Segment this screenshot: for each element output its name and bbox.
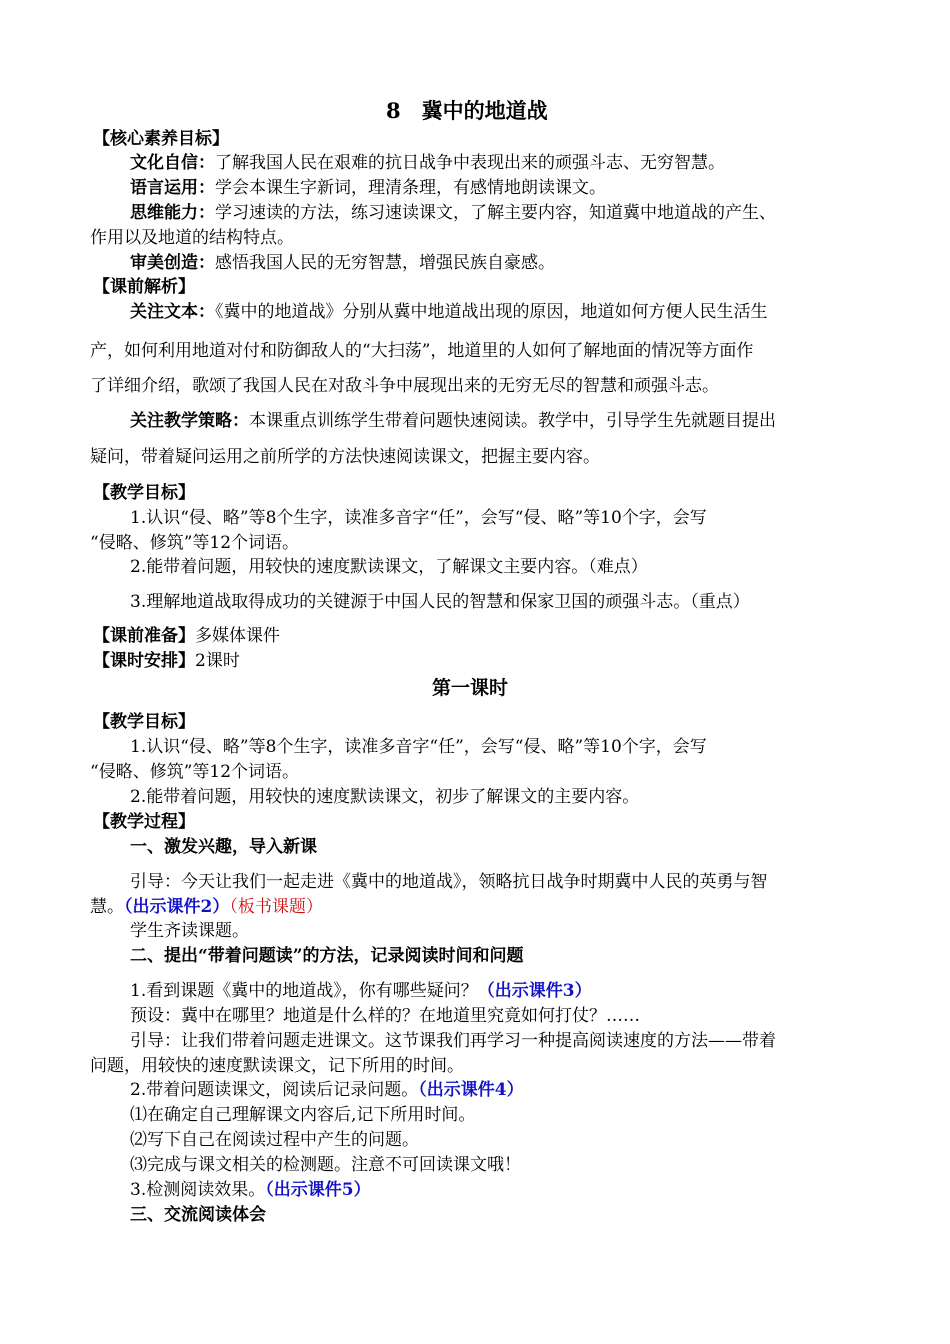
lesson-goal-1-line2: “侵略、修筑”等12个词语。 xyxy=(90,762,300,782)
analysis-text-line1 xyxy=(130,301,768,323)
core-goal-language xyxy=(130,177,606,199)
step-2-line4: 问题，用较快的速度默读课文，记下所用的时间。 xyxy=(90,1056,464,1076)
text: 1.看到课题《冀中的地道战》，你有哪些疑问？ xyxy=(130,981,478,1001)
lesson-goal-1-line1: 1.认识“侵、略”等8个生字，读准多音字“任”，会写“侵、略”等10个字，会写 xyxy=(130,737,707,757)
courseware-tag: （出示课件3） xyxy=(477,981,592,1001)
step-2-line3: 引导：让我们带着问题走进课文。这节课我们再学习一种提高阅读速度的方法——带着 xyxy=(130,1031,776,1051)
courseware-tag: （出示课件5） xyxy=(265,1180,371,1200)
step-1-line3: 学生齐读课题。 xyxy=(130,921,249,941)
step-3-heading: 三、交流阅读体会 xyxy=(130,1205,266,1225)
analysis-text-line2: 产，如何利用地道对付和防御敌人的“大扫荡”，地道里的人如何了解地面的情况等方面作 xyxy=(90,341,754,361)
label: 关注文本： xyxy=(130,302,215,322)
prep-line xyxy=(93,625,280,647)
text: 多媒体课件 xyxy=(195,626,280,646)
text: 《冀中的地道战》分别从冀中地道战出现的原因，地道如何方便人民生活生 xyxy=(215,302,768,322)
teaching-goal-3: 3.理解地道战取得成功的关键源于中国人民的智慧和保家卫国的顽强斗志。（重点） xyxy=(130,592,750,612)
lesson-goal-2: 2.能带着问题，用较快的速度默读课文，初步了解课文的主要内容。 xyxy=(130,787,640,807)
teaching-goal-1-line2: “侵略、修筑”等12个词语。 xyxy=(90,533,300,553)
label: 文化自信： xyxy=(130,153,215,173)
step-1-heading: 一、激发兴趣，导入新课 xyxy=(130,837,317,857)
core-goal-aesthetic xyxy=(130,252,555,274)
text: 2课时 xyxy=(195,651,240,671)
board-tag: （板书课题） xyxy=(229,897,323,917)
step-2-line6: ⑴在确定自己理解课文内容后,记下所用时间。 xyxy=(130,1105,476,1125)
text: 慧。 xyxy=(90,897,124,917)
analysis-text-line3: 了详细介绍，歌颂了我国人民在对敌斗争中展现出来的无穷无尽的智慧和顽强斗志。 xyxy=(90,376,719,396)
label: 审美创造： xyxy=(130,253,215,273)
text: 感悟我国人民的无穷智慧，增强民族自豪感。 xyxy=(215,253,555,273)
step-1-line1: 引导：今天让我们一起走进《冀中的地道战》，领略抗日战争时期冀中人民的英勇与智 xyxy=(130,872,768,892)
label: 思维能力： xyxy=(130,203,215,223)
section-heading-pre-analysis: 【课前解析】 xyxy=(93,277,195,297)
courseware-tag: （出示课件4） xyxy=(418,1080,524,1100)
teaching-goal-2: 2.能带着问题，用较快的速度默读课文，了解课文主要内容。（难点） xyxy=(130,557,648,577)
step-2-line2: 预设：冀中在哪里？地道是什么样的？在地道里究竟如何打仗？…… xyxy=(130,1006,640,1026)
label: 【课前准备】 xyxy=(93,626,195,646)
step-2-line7: ⑵写下自己在阅读过程中产生的问题。 xyxy=(130,1130,419,1150)
process-heading: 【教学过程】 xyxy=(93,812,195,832)
core-goal-thinking-cont: 作用以及地道的结构特点。 xyxy=(90,228,294,248)
section-heading-teaching-goals: 【教学目标】 xyxy=(93,483,195,503)
step-2-heading: 二、提出“带着问题读”的方法，记录阅读时间和问题 xyxy=(130,946,524,966)
page-title: 8 冀中的地道战 xyxy=(386,98,548,123)
teaching-goal-1-line1: 1.认识“侵、略”等8个生字，读准多音字“任”，会写“侵、略”等10个字，会写 xyxy=(130,508,707,528)
step-2-line9 xyxy=(130,1179,371,1201)
text: 2.带着问题读课文，阅读后记录问题。 xyxy=(130,1080,419,1100)
label: 关注教学策略： xyxy=(130,411,249,431)
text: 学习速读的方法，练习速读课文，了解主要内容，知道冀中地道战的产生、 xyxy=(215,203,776,223)
text: 3.检测阅读效果。 xyxy=(130,1180,266,1200)
label: 语言运用： xyxy=(130,178,215,198)
text: 本课重点训练学生带着问题快速阅读。教学中，引导学生先就题目提出 xyxy=(249,411,776,431)
core-goal-thinking xyxy=(130,202,776,224)
step-2-line5 xyxy=(130,1079,524,1101)
schedule-line xyxy=(93,650,240,672)
analysis-strategy-line2: 疑问，带着疑问运用之前所学的方法快速阅读课文，把握主要内容。 xyxy=(90,447,600,467)
step-2-line1 xyxy=(130,980,592,1002)
step-2-line8: ⑶完成与课文相关的检测题。注意不可回读课文哦！ xyxy=(130,1155,521,1175)
lesson-title: 第一课时 xyxy=(432,677,509,699)
analysis-strategy-line1 xyxy=(130,410,776,432)
core-goal-culture xyxy=(130,152,725,174)
label: 【课时安排】 xyxy=(93,651,195,671)
lesson-goals-heading: 【教学目标】 xyxy=(93,712,195,732)
text: 了解我国人民在艰难的抗日战争中表现出来的顽强斗志、无穷智慧。 xyxy=(215,153,725,173)
text: 学会本课生字新词，理清条理，有感情地朗读课文。 xyxy=(215,178,606,198)
section-heading-core-goals: 【核心素养目标】 xyxy=(93,129,229,149)
step-1-line2 xyxy=(90,896,323,918)
courseware-tag: （出示课件2） xyxy=(124,897,230,917)
